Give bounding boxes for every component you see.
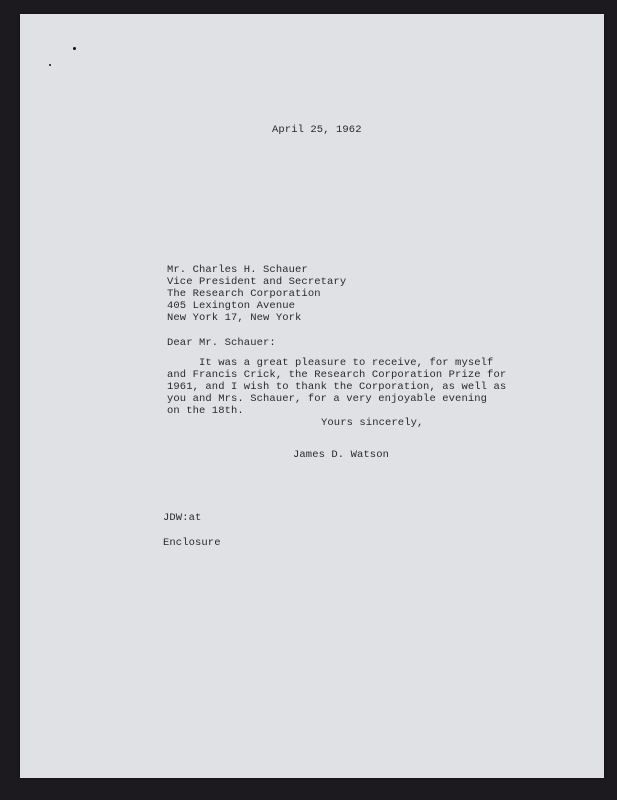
address-line: 405 Lexington Avenue — [167, 300, 296, 312]
address-line: New York 17, New York — [167, 312, 302, 324]
body-line: on the 18th. — [167, 405, 244, 417]
address-line: Vice President and Secretary — [167, 276, 347, 288]
letter-date: April 25, 1962 — [272, 124, 362, 136]
body-line: It was a great pleasure to receive, for myself — [167, 357, 494, 369]
page-mark — [73, 47, 76, 50]
page-mark — [49, 64, 51, 66]
enclosure-note: Enclosure — [163, 537, 221, 549]
letter-page — [20, 14, 604, 778]
typist-initials: JDW:at — [163, 512, 202, 524]
salutation: Dear Mr. Schauer: — [167, 337, 276, 349]
address-line: Mr. Charles H. Schauer — [167, 264, 308, 276]
body-line: and Francis Crick, the Research Corporation Prize for — [167, 369, 507, 381]
signature: James D. Watson — [293, 449, 390, 461]
closing: Yours sincerely, — [321, 417, 424, 429]
body-line: 1961, and I wish to thank the Corporation, as well as — [167, 381, 507, 393]
body-line: you and Mrs. Schauer, for a very enjoyable evening — [167, 393, 488, 405]
address-line: The Research Corporation — [167, 288, 321, 300]
